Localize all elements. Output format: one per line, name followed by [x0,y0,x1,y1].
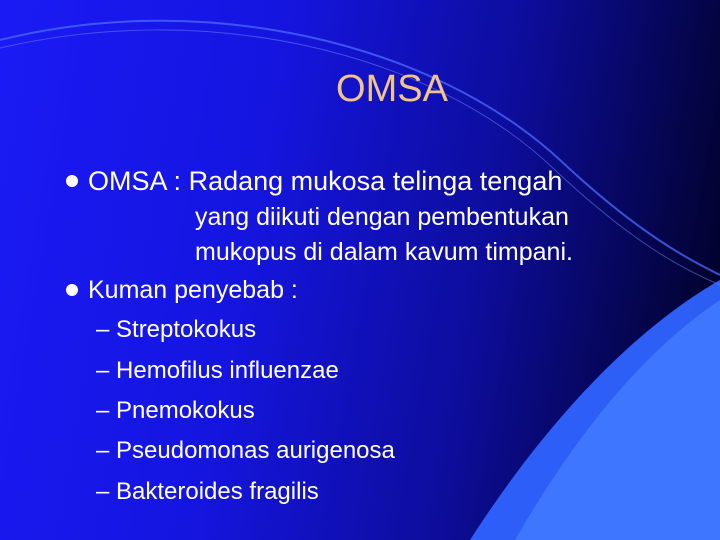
bullet-1-separator: : [173,166,182,196]
subitem-3: – Pnemokokus [96,397,255,424]
bullet-1-first-line [88,166,562,197]
bullet-1-term: OMSA [88,166,167,196]
subitem-2: – Hemofilus influenzae [96,357,339,384]
bullet-1-line-3: mukopus di dalam kavum timpani. [195,238,573,266]
subitem-5: – Bakteroides fragilis [96,478,319,505]
bullet-2-text: Kuman penyebab : [88,276,298,304]
subitem-1: – Streptokokus [96,316,257,343]
bullet-1-line-2: yang diikuti dengan pembentukan [195,203,569,231]
subitem-4: – Pseudomonas aurigenosa [96,437,395,464]
bullet-dot-1 [66,175,78,187]
bullet-1-line-1: Radang mukosa telinga tengah [188,166,563,196]
bullet-dot-2 [66,284,78,296]
slide-title: OMSA [336,68,448,110]
